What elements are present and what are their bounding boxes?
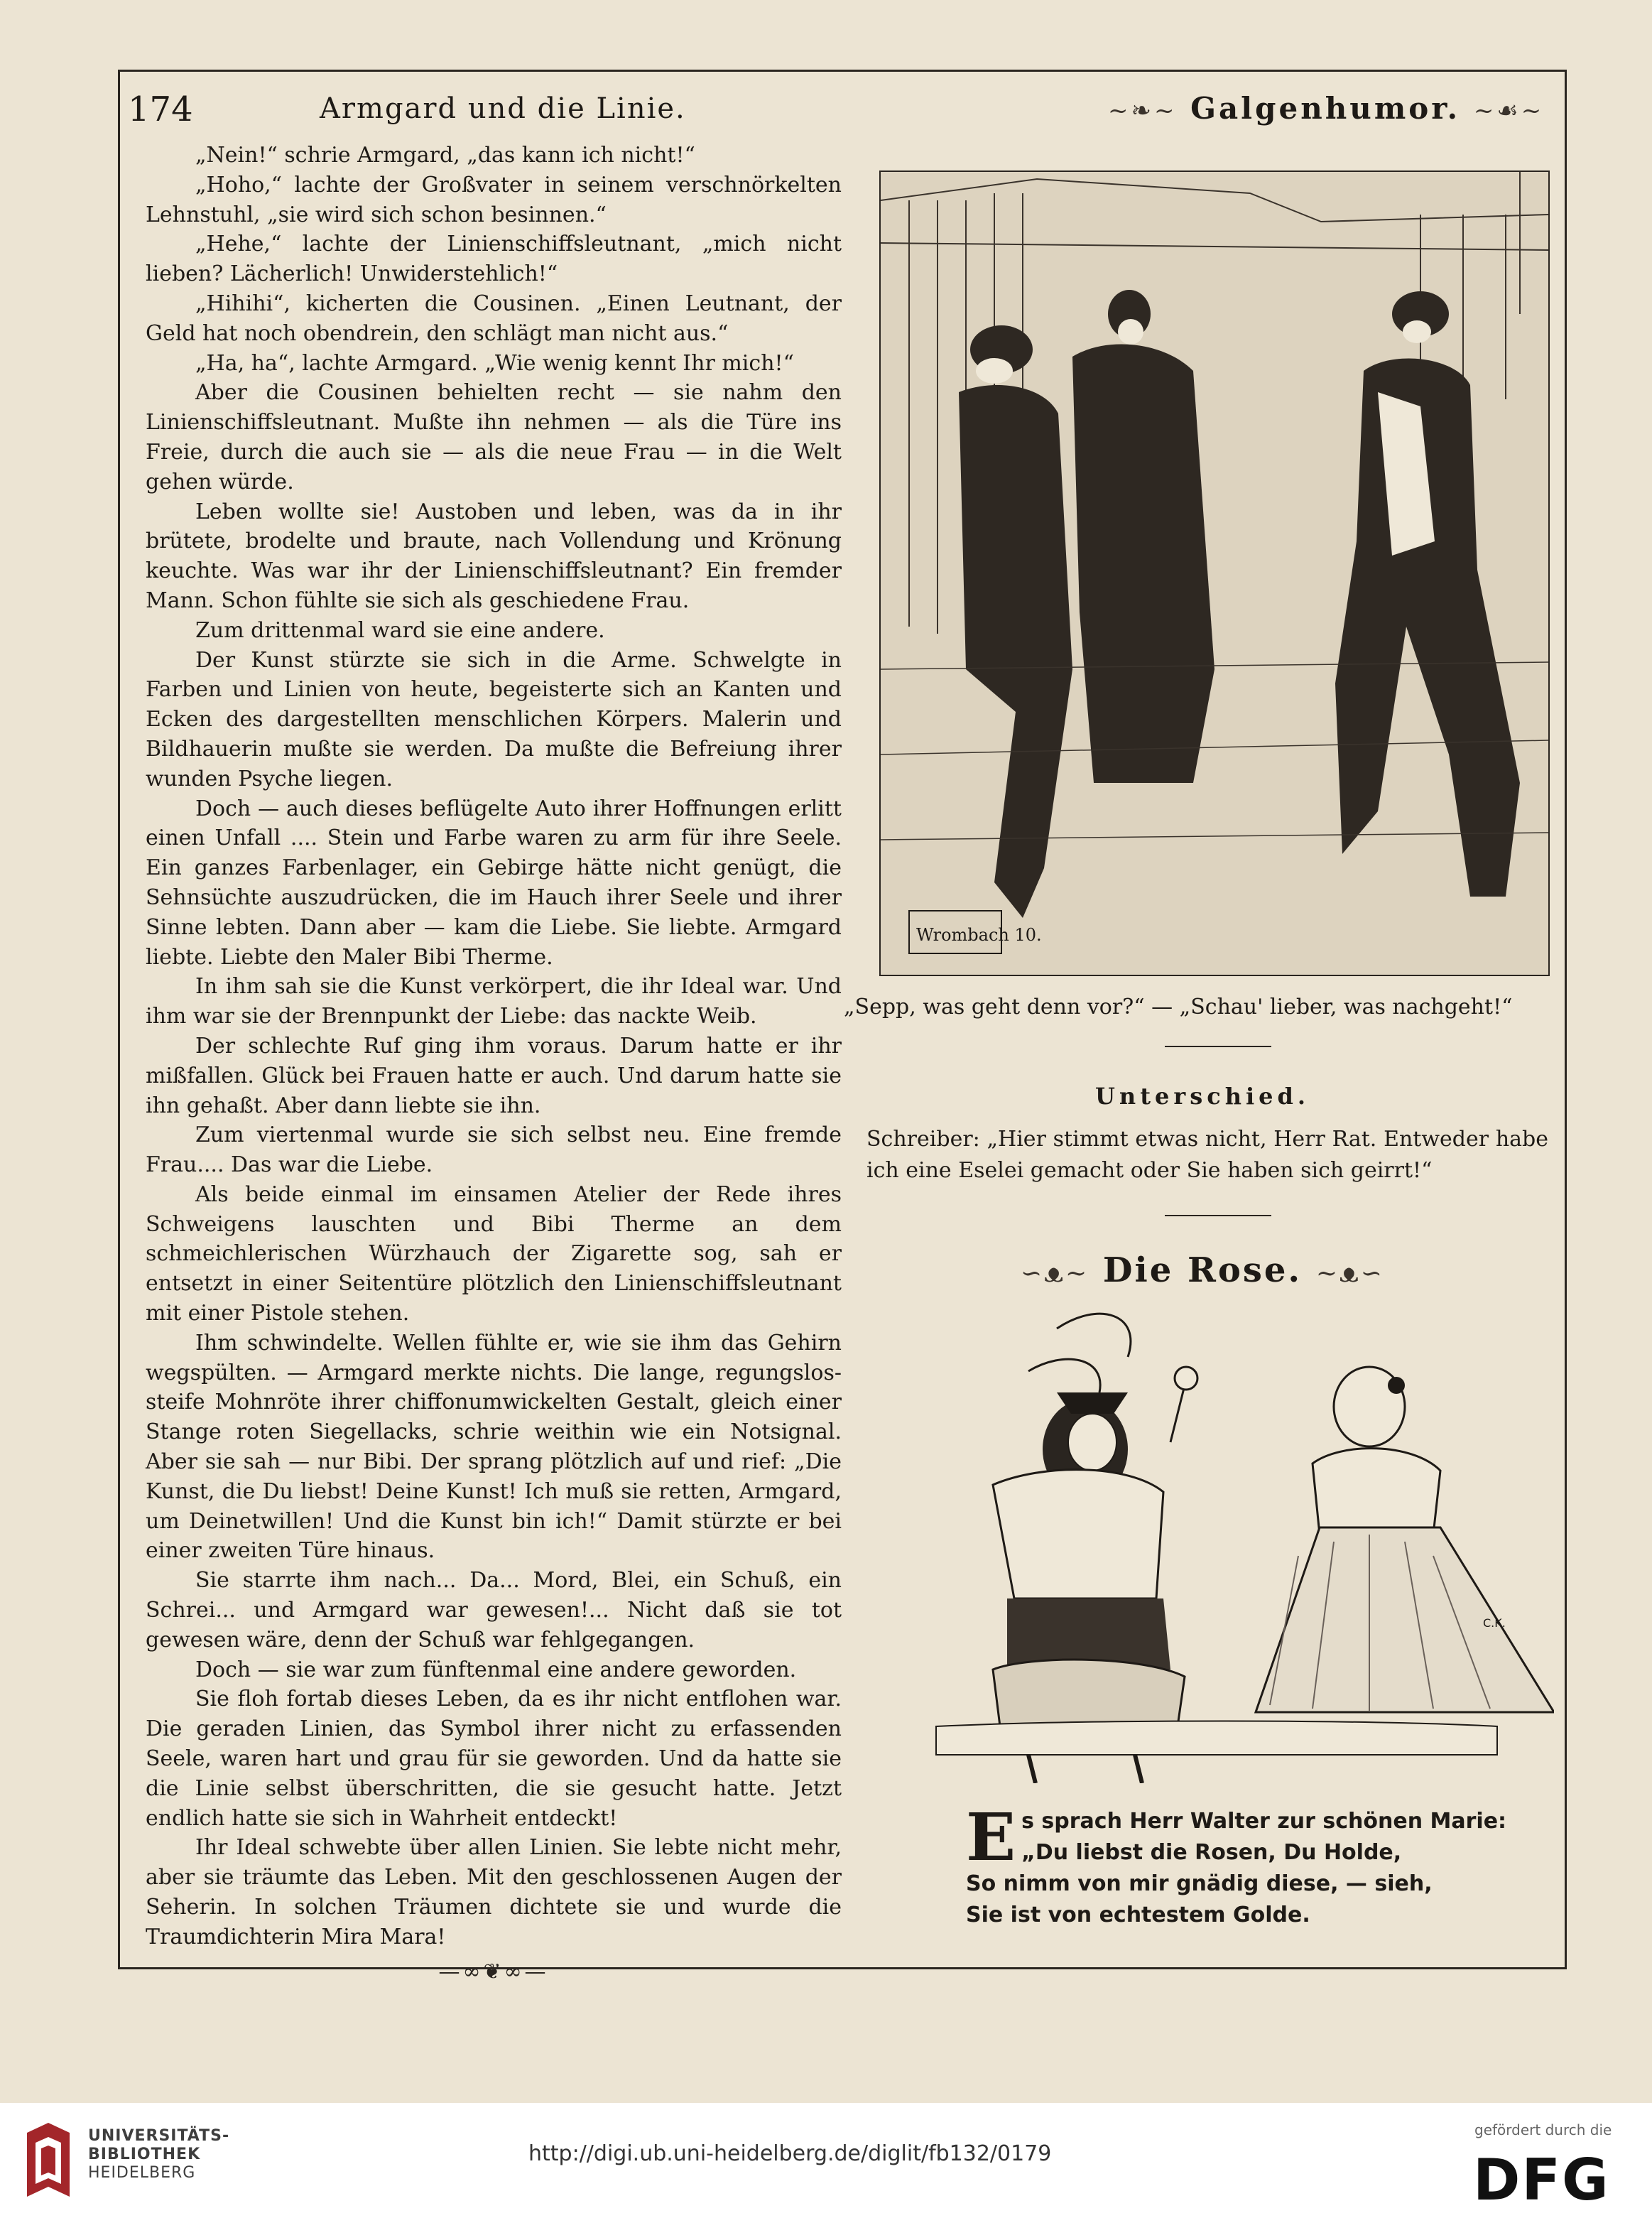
story-paragraph: Aber die Cousinen behielten recht — sie nahm den Linienschiffsleutnant. Mußte ihn nehmen — als die Türe ins Freie, durch die auch sie — als die neue Frau — in die Welt gehen würde.: [146, 380, 842, 494]
rose-couple-drawing: [872, 1300, 1554, 1783]
title-ornament-right: ~☙~: [1473, 97, 1545, 125]
library-name-line1: UNIVERSITÄTS-: [88, 2127, 230, 2145]
story-column: [146, 141, 842, 1984]
page-number: 174: [128, 90, 193, 129]
poem-line: Sie ist von echtestem Golde.: [966, 1903, 1310, 1927]
library-name[interactable]: [88, 2127, 229, 2182]
illustration-caption: „Sepp, was geht denn vor?“ — „Schau' lieber, was nachgeht!“: [844, 995, 1513, 1019]
story-paragraph: „Ha, ha“, lachte Armgard. „Wie wenig kennt Ihr mich!“: [195, 350, 794, 376]
viewer-footer: [0, 2103, 1652, 2218]
story-paragraph: Der Kunst stürzte sie sich in die Arme. Schwelgte in Farben und Linien von heute, begeisterte sich an Kanten und Ecken des dargestellten menschlichen Körpers. Malerin und Bildhauerin mußte sie werden. Da mußte die Befreiung ihrer wunden Psyche liegen.: [146, 647, 842, 791]
page-header: [128, 84, 1555, 148]
dfg-logo[interactable]: DFG: [1473, 2147, 1610, 2213]
section-title-galgenhumor: [1108, 91, 1544, 126]
section-title-text: Galgenhumor.: [1190, 91, 1461, 126]
poem-line: „Du liebst die Rosen, Du Holde,: [1021, 1840, 1402, 1865]
story-paragraph: Doch — sie war zum fünftenmal eine andere geworden.: [195, 1657, 797, 1682]
library-name-line2: BIBLIOTHEK: [88, 2146, 201, 2163]
story-paragraph: Ihr Ideal schwebte über allen Linien. Sie lebte nicht mehr, aber sie träumte das Leben. Mit den geschlossenen Augen der Seherin. In solchen Träumen dichtete sie und wurde die Traumdichterin Mira Mara!: [146, 1835, 842, 1949]
poem-line: s sprach Herr Walter zur schönen Marie:: [1021, 1809, 1507, 1834]
story-paragraph: Als beide einmal im einsamen Atelier der Rede ihres Schweigens lauschten und Bibi Therme an dem schmeichlerischen Würzhauch der Zigarette sog, sah er entsetzt in einer Seitentüre plötzlich den Linienschiffsleutnant mit einer Pistole stehen.: [146, 1181, 842, 1326]
story-paragraph: Leben wollte sie! Austoben und leben, was da in ihr brütete, brodelte und braute, nach Vollendung und Krönung keuchte. Was war ihr der Linienschiffsleutnant? Ein fremder Mann. Schon fühlte sie sich als geschiedene Frau.: [146, 499, 842, 613]
running-head: Armgard und die Linie.: [320, 92, 686, 125]
rose-title: [844, 1250, 1561, 1290]
story-paragraph: Doch — auch dieses beflügelte Auto ihrer Hoffnungen erlitt einen Unfall .... Stein und Farbe waren zu arm für ihre Seele. Ein ganzes Farbenlager, ein Gebirge hätte nicht genügt, die Sehnsüchte auszudrücken, die im Hauch ihrer Seele und ihrer Sinne lebten. Dann aber — kam die Liebe. Sie liebte. Armgard liebte. Liebte den Maler Bibi Therme.: [146, 796, 842, 970]
rose-ornament-left: ∽ᴥ∼: [1021, 1259, 1089, 1288]
story-paragraph: Sie starrte ihm nach... Da... Mord, Blei, ein Schuß, ein Schrei... und Armgard war gewesen!... Nicht daß sie tot gewesen wäre, denn der Schuß war fehlgegangen.: [146, 1568, 842, 1652]
rose-ornament-right: ∼ᴥ∽: [1315, 1259, 1384, 1288]
rose-poem: [966, 1799, 1507, 1931]
funding-label: gefördert durch die: [1474, 2121, 1612, 2138]
library-name-line3: HEIDELBERG: [88, 2164, 196, 2182]
story-paragraph: „Hehe,“ lachte der Linienschiffsleutnant, „mich nicht lieben? Lächerlich! Unwiderstehlich!“: [146, 232, 842, 287]
document-url-link[interactable]: http://digi.ub.uni-heidelberg.de/diglit/fb132/0179: [528, 2141, 1052, 2166]
unterschied-text: Schreiber: „Hier stimmt etwas nicht, Herr Rat. Entweder habe ich eine Eselei gemacht oder Sie haben sich geirrt!“: [866, 1127, 1548, 1183]
poem-dropcap: E: [966, 1799, 1016, 1876]
title-ornament-left: ~❧~: [1108, 97, 1178, 125]
story-paragraph: Ihm schwindelte. Wellen fühlte er, wie sie ihm das Gehirn wegspülten. — Armgard merkte nichts. Die lange, regungslos-steife Mohnröte ihrer chiffonumwickelten Gestalt, gleich einer Stange roten Siegellacks, schrie weithin wie ein Notsignal. Aber sie sah — nur Bibi. Der sprang plötzlich auf und rief: „Die Kunst, die Du liebst! Deine Kunst! Ich muß sie retten, Armgard, um Deinetwillen! Und die Kunst bin ich!“ Damit stürzte er bei einer zweiten Türe hinaus.: [146, 1330, 842, 1564]
divider: [1165, 1215, 1271, 1216]
divider: [1165, 1046, 1271, 1047]
story-paragraph: Sie floh fortab dieses Leben, da es ihr nicht entflohen war. Die geraden Linien, das Symbol ihrer nicht zu erfassenden Seele, waren hart und grau für sie geworden. Und da hatte sie die Linie selbst überschritten, die sie gesucht hatte. Jetzt endlich hatte sie sich in Wahrheit entdeckt!: [146, 1687, 842, 1831]
poem-line: So nimm von mir gnädig diese, — sieh,: [966, 1871, 1433, 1896]
illustration-die-rose: [872, 1300, 1554, 1783]
story-paragraph: Zum drittenmal ward sie eine andere.: [195, 617, 605, 643]
story-paragraph: „Nein!“ schrie Armgard, „das kann ich nicht!“: [195, 143, 695, 168]
rose-title-text: Die Rose.: [1102, 1250, 1303, 1290]
unterschied-title: Unterschied.: [1095, 1083, 1310, 1110]
story-paragraph: „Hihihi“, kicherten die Cousinen. „Einen Leutnant, der Geld hat noch obendrein, den schlägt man nicht aus.“: [146, 291, 842, 346]
street-scene-drawing: [881, 172, 1548, 975]
end-ornament: —∞❦∞—: [438, 1959, 549, 1984]
story-paragraph: Der schlechte Ruf ging ihm voraus. Darum hatte er ihr mißfallen. Glück bei Frauen hatte er auch. Und darum hatte sie ihn gehaßt. Aber dann liebte sie ihn.: [146, 1033, 842, 1118]
illustration-galgenhumor: [879, 171, 1550, 976]
story-paragraph: Zum viertenmal wurde sie sich selbst neu. Eine fremde Frau.... Das war die Liebe.: [146, 1122, 842, 1178]
story-paragraph: In ihm sah sie die Kunst verkörpert, die ihr Ideal war. Und ihm war sie der Brennpunkt der Liebe: das nackte Weib.: [146, 974, 842, 1029]
artist-signature: Wrombach 10.: [916, 925, 1042, 945]
university-library-logo[interactable]: [20, 2119, 77, 2204]
story-paragraph: „Hoho,“ lachte der Großvater in seinem verschnörkelten Lehnstuhl, „sie wird sich schon besinnen.“: [146, 172, 842, 227]
illustrator-initials: C.K.: [1483, 1616, 1506, 1630]
